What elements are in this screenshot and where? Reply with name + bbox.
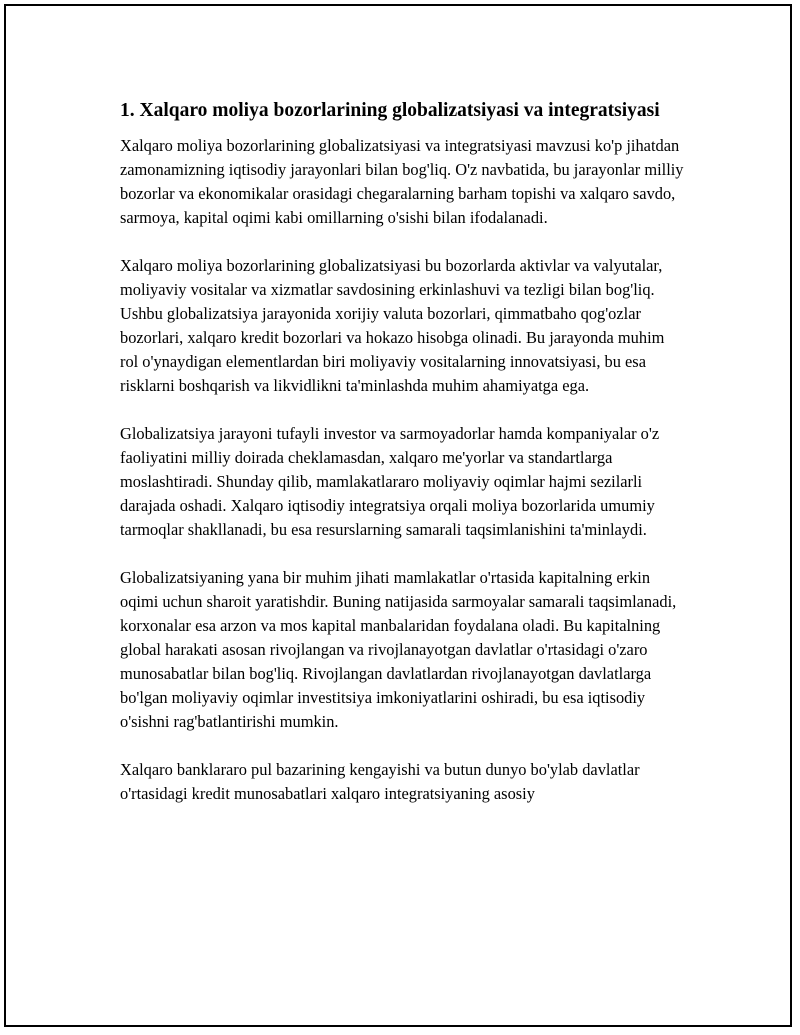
paragraph: Xalqaro banklararo pul bazarining kengayishi va butun dunyo bo'ylab davlatlar o'rtasidagi kredit munosabatlari xalqaro integratsiyaning asosiy [120,760,640,803]
paragraph: Globalizatsiyaning yana bir muhim jihati mamlakatlar o'rtasida kapitalning erkin oqimi uchun sharoit yaratishdir. Buning natijasida sarmoyalar samarali taqsimlanadi, korxonalar esa arzon va mos kapital manbalaridan foydalana oladi. Bu kapitalning global harakati asosan rivojlangan va rivojlanayotgan davlatlar o'rtasidagi o'zaro munosabatlar bilan bog'liq. Rivojlangan davlatlardan rivojlanayotgan davlatlarga bo'lgan moliyaviy oqimlar investitsiya imkoniyatlarini oshiradi, bu esa iqtisodiy o'sishni rag'batlantirishi mumkin. [120,568,677,731]
paragraph: Xalqaro moliya bozorlarining globalizatsiyasi va integratsiyasi mavzusi ko'p jihatdan zamonamizning iqtisodiy jarayonlari bilan bog'liq. O'z navbatida, bu jarayonlar milliy bozorlar va ekonomikalar orasidagi chegaralarning barham topishi va xalqaro savdo, sarmoya, kapital oqimi kabi omillarning o'sishi bilan ifodalanadi. [120,136,684,227]
section-title: 1. Xalqaro moliya bozorlarining globalizatsiyasi va integratsiyasi [120,100,660,121]
paragraph: Xalqaro moliya bozorlarining globalizatsiyasi bu bozorlarda aktivlar va valyutalar, moliyaviy vositalar va xizmatlar savdosining erkinlashuvi va tezligi bilan bog'liq. Ushbu globalizatsiya jarayonida xorijiy valuta bozorlari, qimmatbaho qog'ozlar bozorlari, xalqaro kredit bozorlari va hokazo hisobga olinadi. Bu jarayonda muhim rol o'ynaydigan elementlardan biri moliyaviy vositalarning innovatsiyasi, bu esa risklarni boshqarish va likvidlikni ta'minlashda muhim ahamiyatga ega. [120,256,665,395]
paragraph: Globalizatsiya jarayoni tufayli investor va sarmoyadorlar hamda kompaniyalar o'z faoliyatini milliy doirada cheklamasdan, xalqaro me'yorlar va standartlarga moslashtiradi. Shunday qilib, mamlakatlararo moliyaviy oqimlar hajmi sezilarli darajada oshadi. Xalqaro iqtisodiy integratsiya orqali moliya bozorlarida umumiy tarmoqlar shakllanadi, bu esa resurslarning samarali taqsimlanishini ta'minlaydi. [120,424,660,539]
document-body [120,98,686,830]
document-page [4,4,792,1027]
